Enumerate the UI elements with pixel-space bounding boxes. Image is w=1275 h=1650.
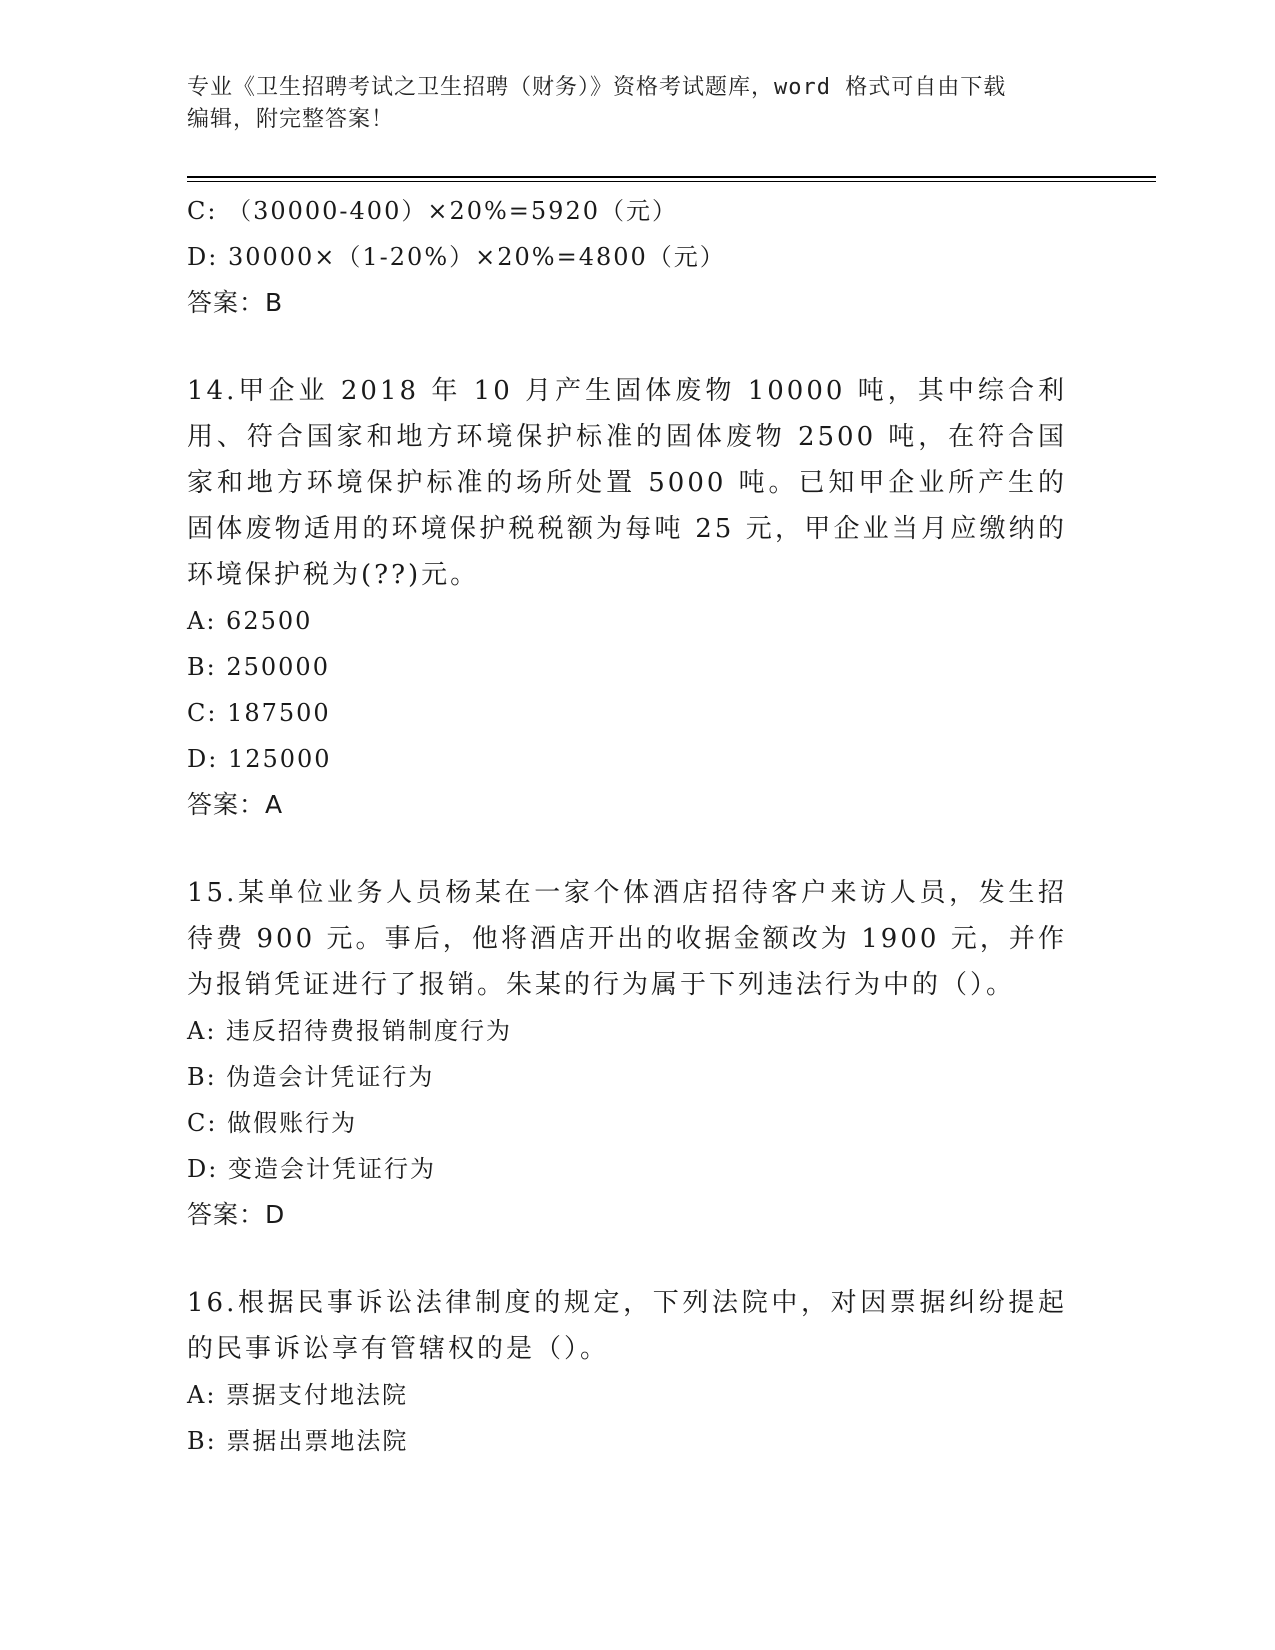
- question-text: 15.某单位业务人员杨某在一家个体酒店招待客户来访人员，发生招待费 900 元。事后，他将酒店开出的收据金额改为 1900 元，并作为报销凭证进行了报销。朱某的行为属于下列违法行为中的（）。: [187, 878, 1067, 1000]
- option-a: A: 62500: [187, 607, 313, 635]
- option-c: C: 做假账行为: [187, 1109, 358, 1137]
- option-b: B: 票据出票地法院: [187, 1427, 409, 1455]
- answer: 答案：A: [187, 790, 284, 819]
- option-c: C: （30000-400）×20%=5920（元）: [187, 197, 678, 225]
- document-body: [187, 188, 1067, 1464]
- document-header: [187, 72, 1087, 136]
- question-13-tail: [187, 188, 1067, 326]
- header-divider-thick: [187, 176, 1156, 178]
- header-divider-thin: [187, 181, 1156, 182]
- option-d: D: 30000×（1-20%）×20%=4800（元）: [187, 243, 726, 271]
- question-text: 14.甲企业 2018 年 10 月产生固体废物 10000 吨，其中综合利用、符合国家和地方环境保护标准的固体废物 2500 吨，在符合国家和地方环境保护标准的场所处置 5000 吨。已知甲企业所产生的固体废物适用的环境保护税税额为每吨 25 元，甲企业当月应缴纳的环境保护税为(??)元。: [187, 376, 1067, 590]
- option-c: C: 187500: [187, 699, 331, 727]
- question-15: [187, 870, 1067, 1238]
- header-line-2: 编辑，附完整答案！: [187, 107, 395, 132]
- header-line-1: 专业《卫生招聘考试之卫生招聘（财务）》资格考试题库，word 格式可自由下载: [187, 75, 1007, 100]
- question-14: [187, 368, 1067, 828]
- option-a: A: 违反招待费报销制度行为: [187, 1017, 513, 1045]
- spacer: [187, 828, 1067, 870]
- spacer: [187, 326, 1067, 368]
- answer: 答案：D: [187, 1200, 286, 1229]
- option-b: B: 伪造会计凭证行为: [187, 1063, 435, 1091]
- option-d: D: 125000: [187, 745, 332, 773]
- spacer: [187, 1238, 1067, 1280]
- option-d: D: 变造会计凭证行为: [187, 1155, 436, 1183]
- question-text: 16.根据民事诉讼法律制度的规定，下列法院中，对因票据纠纷提起的民事诉讼享有管辖权的是（）。: [187, 1288, 1067, 1364]
- option-a: A: 票据支付地法院: [187, 1381, 409, 1409]
- question-16: [187, 1280, 1067, 1464]
- option-b: B: 250000: [187, 653, 330, 681]
- answer: 答案：B: [187, 288, 284, 317]
